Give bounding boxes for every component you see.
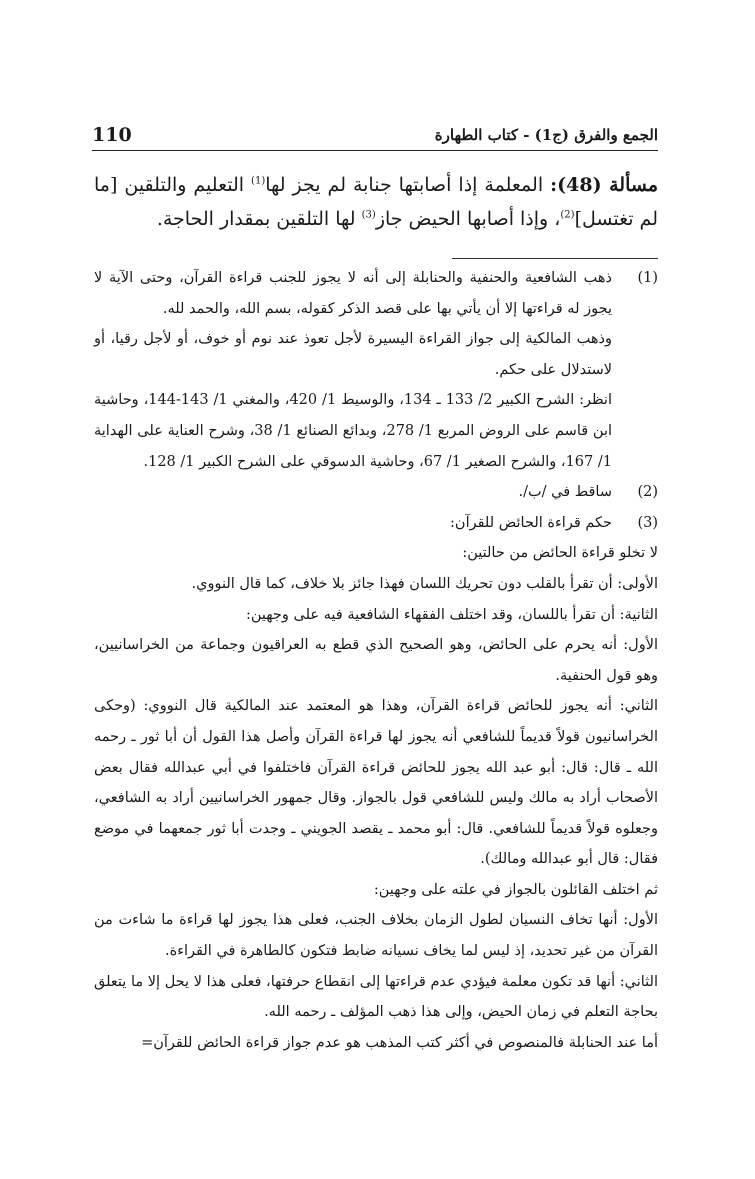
footnote-number: (1) — [637, 270, 658, 286]
masala-paragraph — [94, 168, 658, 236]
footnote-paragraph: لا تخلو قراءة الحائض من حالتين: — [462, 545, 658, 562]
footnote-paragraph: ساقط في /ب/. — [518, 484, 612, 501]
footnote-paragraph: أما عند الحنابلة فالمنصوص في أكثر كتب المذهب هو عدم جواز قراءة الحائض للقرآن= — [141, 1034, 658, 1051]
footnote-3 — [94, 508, 658, 539]
footnote-2 — [94, 477, 658, 508]
footnote-body — [94, 508, 612, 539]
footnote-paragraph: الأول: أنها تخاف النسيان لطول الزمان بخلاف الجنب، فعلى هذا يجوز لها قراءة ما شاءت من القرآن من غير تحديد، إذ ليس لما يخاف نسيانه ضابط فتكون كالطاهرة في القراءة. — [94, 912, 658, 960]
masala-text-c: ، وإذا أصابها الحيض جاز — [375, 208, 561, 230]
footnote-ref-2[interactable]: (2) — [560, 209, 575, 221]
footnote-1 — [94, 263, 658, 477]
header-rule — [92, 150, 658, 151]
footnote-paragraph: انظر: الشرح الكبير 2/ 133 ـ 134، والوسيط 1/ 420، والمغني 1/ 143-144، وحاشية ابن قاسم على الروض المربع 1/ 278، وبدائع الصنائع 1/ 38، وشرح العناية على الهداية 1/ 167، والشرح الصغير 1/ 67، وحاشية الدسوقي على الشرح الكبير 1/ 128. — [94, 392, 613, 470]
masala-text-b: التعليم والتلقين [ما لم تغتسل] — [94, 174, 658, 230]
footnote-paragraph: ذهب الشافعية والحنفية والحنابلة إلى أنه لا يجوز للجنب قراءة القرآن، وحتى الآية لا يجوز له قراءتها إلا أن يأتي بها على قصد الذكر كقوله، بسم الله، والحمد لله. — [94, 270, 612, 317]
footnote-paragraph: الأول: أنه يحرم على الحائض، وهو الصحيح الذي قطع به العراقيون وجماعة من الخراسانيين، وهو قول الحنفية. — [94, 637, 658, 684]
footnote-separator — [452, 258, 658, 259]
footnote-paragraph: الثانية: أن تقرأ باللسان، وقد اختلف الفقهاء الشافعية فيه على وجهين: — [245, 606, 658, 623]
footnote-ref-1[interactable]: (1) — [251, 175, 266, 187]
page-number: 110 — [92, 124, 132, 146]
masala-heading: مسألة (48): — [550, 174, 658, 196]
footnote-paragraph: الثاني: أنه يجوز للحائض قراءة القرآن، وهذا هو المعتمد عند المالكية قال النووي: (وحكى الخراسانيون قولاً قديماً للشافعي أنه يجوز لها قراءة القرآن وأصل هذا القول أن أبا ثور ـ رحمه الله ـ قال: قال: أبو عبد الله يجوز للحائض قراءة القرآن فاختلفوا في أبي عبدالله فقال بعض الأصحاب أراد به مالك وليس للشافعي قول بالجواز. وقال جمهور الخراسانيين أراد به الشافعي، وجعلوه قولاً قديماً للشافعي. قال: أبو محمد ـ يقصد الجويني ـ وجدت أبا ثور جمعهما في موضع فقال: قال أبو عبدالله ومالك). — [94, 698, 658, 868]
footnotes — [94, 263, 658, 1058]
footnote-body — [94, 477, 612, 508]
footnote-title: حكم قراءة الحائض للقرآن: — [450, 514, 612, 531]
footnote-ref-3[interactable]: (3) — [361, 209, 376, 221]
footnote-paragraph: وذهب المالكية إلى جواز القراءة اليسيرة لأجل تعوذ عند نوم أو خوف، أو لأجل رقيا، أو لاستدلال على حكم. — [94, 331, 612, 378]
masala-text-a: المعلمة إذا أصابتها جنابة لم يجز لها — [265, 174, 551, 196]
page-header — [92, 120, 658, 150]
running-title: الجمع والفرق (ج1) - كتاب الطهارة — [434, 126, 658, 144]
footnote-paragraph: الثاني: أنها قد تكون معلمة فيؤدي عدم قراءتها إلى انقطاع حرفتها، فعلى هذا لا يحل إلا ما يتعلق بحاجة التعلم في زمان الحيض، وإلى هذا ذهب المؤلف ـ رحمه الله. — [94, 973, 658, 1021]
footnote-paragraph: ثم اختلف القائلون بالجواز في علته على وجهين: — [373, 881, 658, 898]
footnote-paragraph: الأولى: أن تقرأ بالقلب دون تحريك اللسان فهذا جائز بلا خلاف، كما قال النووي. — [191, 575, 658, 592]
footnote-number: (3) — [637, 514, 658, 531]
footnote-number: (2) — [637, 484, 658, 501]
footnote-body — [94, 263, 612, 477]
masala-text-d: لها التلقين بمقدار الحاجة. — [156, 208, 362, 230]
